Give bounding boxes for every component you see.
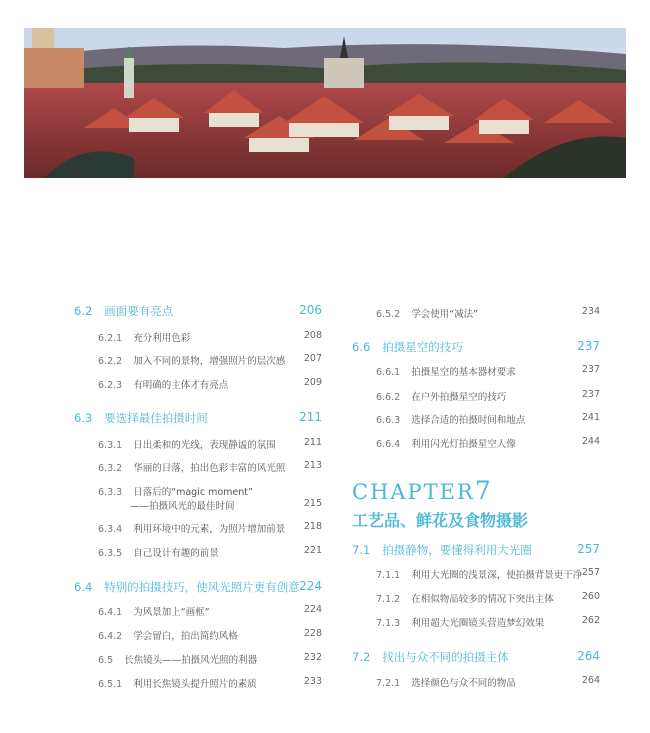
toc-entry-number: 6.4.2 [98,631,123,642]
toc-entry-title: 选择合适的拍摄时间和地点 [411,415,526,426]
toc-entry-number: 6.6.4 [376,439,401,450]
toc-section-entry[interactable] [74,579,322,595]
toc-entry-page: 213 [303,460,322,471]
toc-entry-title: 在相似物品较多的情况下突出主体 [411,594,554,605]
toc-subsection-entry[interactable] [376,412,600,426]
toc-entry-page: 257 [577,542,600,556]
toc-entry-title: 在户外拍摄星空的技巧 [411,392,507,403]
toc-entry-title: 拍摄星空的技巧 [382,340,463,354]
toc-subsection-entry[interactable] [98,330,322,344]
toc-entry-number: 6.3.4 [98,524,123,535]
toc-subsection-entry[interactable] [376,364,600,378]
toc-subsection-entry[interactable] [98,460,322,474]
toc-entry-page: 221 [303,545,322,556]
toc-entry-page: 264 [581,675,600,686]
toc-subsection-entry[interactable] [98,521,322,535]
toc-entry-page: 237 [581,364,600,375]
toc-entry-title: 日出柔和的光线，表现静谧的氛围 [133,440,276,451]
toc-entry-page: 232 [303,652,322,663]
toc-entry-page: 224 [299,579,322,593]
toc-entry-number: 6.3.1 [98,440,123,451]
toc-entry-number: 6.3.2 [98,463,123,474]
toc-subsection-entry[interactable] [376,389,600,403]
toc-section-entry[interactable] [352,339,600,355]
toc-subsection-entry[interactable] [98,377,322,391]
toc-entry-title: 特别的拍摄技巧，使风光照片更有创意 [104,580,300,594]
toc-entry-page: 208 [303,330,322,341]
toc-subsection-entry[interactable] [376,567,600,581]
toc-right-column [352,0,600,733]
toc-entry-number: 6.3.5 [98,548,123,559]
toc-entry-title: 学会留白，拍出简约风格 [133,631,238,642]
toc-subsection-entry[interactable] [98,604,322,618]
chapter-title: 工艺品、鲜花及食物摄影 [352,511,529,530]
toc-entry-number: 6.6.2 [376,392,401,403]
chapter-heading [352,476,493,505]
toc-subsection-entry[interactable] [98,545,322,559]
toc-subsection-entry[interactable] [376,436,600,450]
toc-entry-number: 6.4 [74,580,93,594]
toc-entry-page: 211 [299,410,322,424]
toc-entry-number: 6.3 [74,411,93,425]
toc-subsection-entry[interactable] [376,615,600,629]
toc-entry-number: 7.1.2 [376,594,401,605]
toc-entry-title: 日落后的“magic moment” [133,487,253,498]
toc-entry-page: 215 [303,498,322,509]
toc-entry-title: 拍摄静物，要懂得利用大光圈 [382,543,532,557]
toc-entry-title: 利用长焦镜头提升照片的素质 [133,679,257,690]
toc-entry-number: 6.5.1 [98,679,123,690]
toc-entry-number: 6.2.1 [98,333,123,344]
toc-entry-title-line2: ——拍摄风光的最佳时间 [130,501,235,512]
toc-entry-page: 260 [581,591,600,602]
toc-entry-page: 241 [581,412,600,423]
toc-entry-number: 6.5 [98,655,114,666]
toc-subsection-entry[interactable] [98,484,322,512]
toc-entry-page: 228 [303,628,322,639]
toc-entry-page: 234 [581,306,600,317]
toc-subsection-entry[interactable] [376,591,600,605]
toc-entry-title: 拍摄星空的基本器材要求 [411,367,516,378]
toc-subsection-entry[interactable] [98,353,322,367]
toc-entry-number: 6.2 [74,304,93,318]
toc-entry-title: 有明确的主体才有亮点 [133,380,229,391]
toc-entry-title: 自己设计有趣的前景 [133,548,219,559]
toc-subsection-entry[interactable] [98,652,322,666]
toc-entry-title: 画面要有亮点 [104,304,174,318]
toc-entry-title: 加入不同的景物，增强照片的层次感 [133,356,286,367]
toc-entry-title: 利用环境中的元素，为照片增加前景 [133,524,286,535]
toc-entry-number: 6.5.2 [376,309,401,320]
toc-entry-title: 利用超大光圈镜头营造梦幻效果 [411,618,545,629]
toc-entry-number: 7.2.1 [376,678,401,689]
toc-subsection-entry[interactable] [98,628,322,642]
toc-entry-page: 264 [577,649,600,663]
toc-entry-page: 257 [581,567,600,578]
toc-subsection-entry[interactable] [376,306,600,320]
toc-entry-title: 学会使用“减法” [411,309,479,320]
toc-entry-title: 要选择最佳拍摄时间 [104,411,208,425]
toc-entry-title: 利用闪光灯拍摄星空人像 [411,439,516,450]
toc-entry-page: 211 [303,437,322,448]
toc-entry-page: 233 [303,676,322,687]
toc-section-entry[interactable] [74,410,322,426]
toc-section-entry[interactable] [352,542,600,558]
toc-entry-number: 6.6 [352,340,371,354]
toc-left-column [74,0,322,733]
toc-entry-title: 长焦镜头——拍摄风光照的利器 [124,655,258,666]
toc-entry-page: 207 [303,353,322,364]
toc-entry-page: 209 [303,377,322,388]
toc-entry-page: 244 [581,436,600,447]
chapter-number: 7 [474,476,493,505]
toc-section-entry[interactable] [74,303,322,319]
toc-subsection-entry[interactable] [376,675,600,689]
toc-entry-number: 6.4.1 [98,607,123,618]
toc-entry-number: 6.6.1 [376,367,401,378]
toc-entry-number: 6.3.3 [98,487,123,498]
toc-entry-number: 7.2 [352,650,371,664]
toc-entry-number: 7.1 [352,543,371,557]
toc-entry-title: 为风景加上“画框” [133,607,210,618]
toc-entry-title: 找出与众不同的拍摄主体 [382,650,509,664]
toc-entry-page: 262 [581,615,600,626]
toc-entry-title: 华丽的日落，拍出色彩丰富的风光照 [133,463,286,474]
toc-entry-page: 206 [299,303,322,317]
toc-section-entry[interactable] [352,649,600,665]
toc-entry-number: 7.1.3 [376,618,401,629]
toc-entry-number: 6.2.2 [98,356,123,367]
toc-entry-title: 充分利用色彩 [133,333,191,344]
toc-entry-page: 224 [303,604,322,615]
toc-entry-number: 7.1.1 [376,570,401,581]
toc-subsection-entry[interactable] [98,676,322,690]
toc-entry-page: 237 [577,339,600,353]
toc-entry-number: 6.6.3 [376,415,401,426]
toc-entry-title: 利用大光圈的浅景深，使拍摄背景更干净 [411,570,583,581]
toc-entry-page: 237 [581,389,600,400]
toc-entry-number: 6.2.3 [98,380,123,391]
toc-subsection-entry[interactable] [98,437,322,451]
toc-entry-title: 选择颜色与众不同的物品 [411,678,516,689]
toc-entry-page: 218 [303,521,322,532]
chapter-word: CHAPTER [352,480,475,504]
